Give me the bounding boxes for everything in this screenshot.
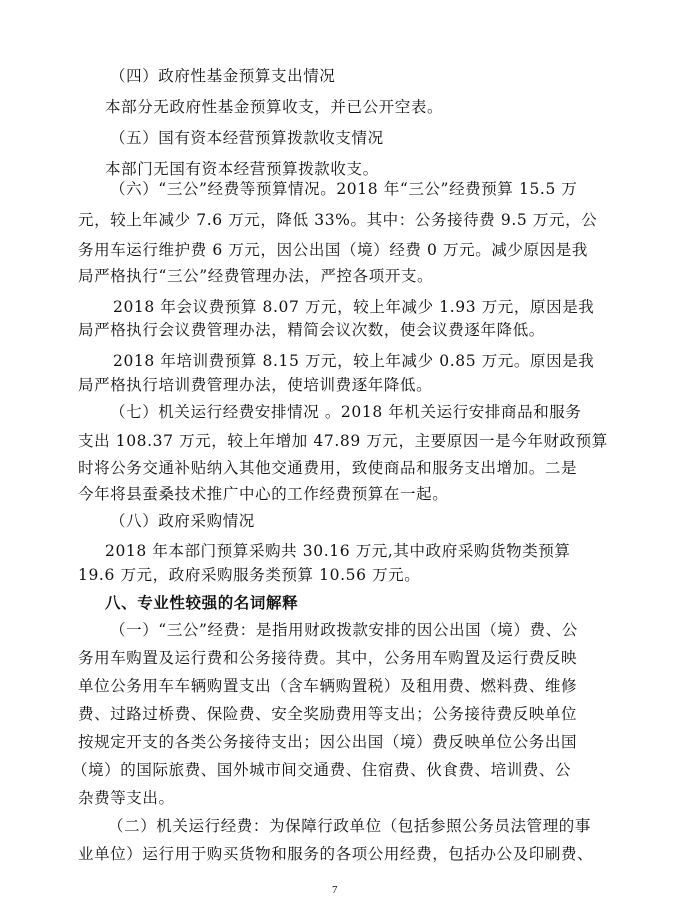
paragraph-line: 本部门无国有资本经营预算拨款收支。 <box>105 160 379 178</box>
paragraph-line: 元，较上年减少 7.6 万元，降低 33%。其中：公务接待费 9.5 万元，公 <box>78 211 598 229</box>
paragraph-line: 单位公务用车车辆购置支出（含车辆购置税）及租用费、燃料费、维修 <box>78 677 578 695</box>
paragraph-line: （境）的国际旅费、国外城市间交通费、住宿费、伙食费、培训费、公 <box>72 761 572 779</box>
paragraph-line: 务用车购置及运行费和公务接待费。其中，公务用车购置及运行费反映 <box>78 649 578 667</box>
paragraph-line: 业单位）运行用于购买货物和服务的各项公用经费，包括办公及印刷费、 <box>78 845 594 863</box>
paragraph-line: 2018 年会议费预算 8.07 万元，较上年减少 1.93 万元，原因是我 <box>113 298 595 316</box>
paragraph-line: 按规定开支的各类公务接待支出；因公出国（境）费反映单位公务出国 <box>78 733 578 751</box>
paragraph-line: 今年将县蚕桑技术推广中心的工作经费预算在一起。 <box>78 485 449 503</box>
paragraph-line: 局严格执行“三公”经费管理办法，严控各项开支。 <box>78 267 434 285</box>
subheading-state-capital: （五）国有资本经营预算拨款收支情况 <box>110 129 384 147</box>
term-definition-line: （二）机关运行经费：为保障行政单位（包括参照公务员法管理的事 <box>108 817 592 835</box>
subheading-government-fund: （四）政府性基金预算支出情况 <box>110 67 336 85</box>
paragraph-line: 本部分无政府性基金预算收支，并已公开空表。 <box>105 98 444 116</box>
paragraph-line: 务用车运行维护费 6 万元，因公出国（境）经费 0 万元。减少原因是我 <box>78 241 588 259</box>
page-number: 7 <box>332 884 338 896</box>
subheading-three-public-expenses: （六）“三公”经费等预算情况。2018 年“三公”经费预算 15.5 万 <box>110 180 578 198</box>
paragraph-line: 2018 年培训费预算 8.15 万元，较上年减少 0.85 万元。原因是我 <box>113 352 595 370</box>
paragraph-line: 时将公务交通补贴纳入其他交通费用，致使商品和服务支出增加。二是 <box>78 459 578 477</box>
paragraph-line: 19.6 万元，政府采购服务类预算 10.56 万元。 <box>78 566 421 584</box>
paragraph-line: 局严格执行培训费管理办法，使培训费逐年降低。 <box>78 376 433 394</box>
paragraph-line: 费、过路过桥费、保险费、安全奖励费用等支出；公务接待费反映单位 <box>78 705 578 723</box>
term-definition-line: （一）“三公”经费：是指用财政拨款安排的因公出国（境）费、公 <box>110 621 578 639</box>
subheading-operating-expenses: （七）机关运行经费安排情况 。2018 年机关运行安排商品和服务 <box>110 403 582 421</box>
paragraph-line: 局严格执行会议费管理办法，精简会议次数，使会议费逐年降低。 <box>78 321 545 339</box>
section-heading-terms: 八、专业性较强的名词解释 <box>105 594 299 612</box>
paragraph-line: 杂费等支出。 <box>78 789 175 807</box>
paragraph-line: 2018 年本部门预算采购共 30.16 万元,其中政府采购货物类预算 <box>105 542 571 560</box>
subheading-procurement: （八）政府采购情况 <box>110 512 255 530</box>
paragraph-line: 支出 108.37 万元，较上年增加 47.89 万元，主要原因一是今年财政预算 <box>78 432 608 450</box>
